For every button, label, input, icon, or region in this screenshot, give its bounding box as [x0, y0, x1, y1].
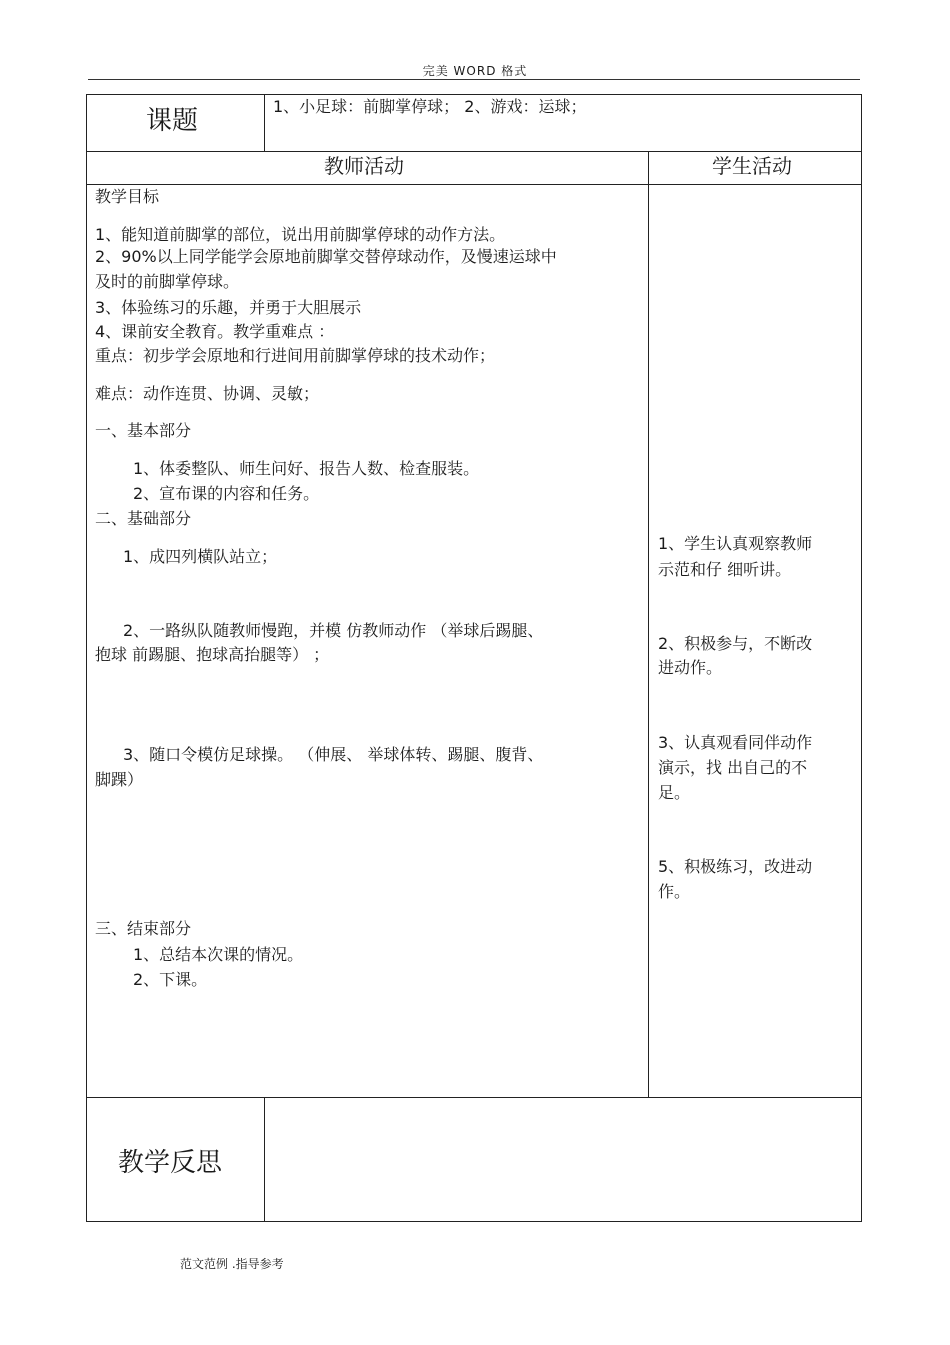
- page-header: 完美 WORD 格式: [422, 64, 528, 78]
- subject-content: 1、小足球：前脚掌停球； 2、游戏：运球；: [273, 97, 587, 116]
- teacher-column-header: 教师活动: [324, 154, 404, 178]
- section-item: 2、宣布课的内容和任务。: [133, 484, 320, 503]
- col-divider-activities: [648, 151, 649, 1097]
- student-activity-line: 1、学生认真观察教师: [658, 534, 813, 553]
- goal-line: 1、能知道前脚掌的部位，说出用前脚掌停球的动作方法。: [95, 225, 506, 244]
- section-item: 2、一路纵队随教师慢跑，并模 仿教师动作 （举球后踢腿、: [123, 621, 544, 640]
- difficult-point: 难点：动作连贯、协调、灵敏；: [95, 384, 320, 403]
- header-rule: [88, 79, 860, 80]
- page-footer: 范文范例 .指导参考: [180, 1257, 284, 1271]
- student-activity-line: 足。: [658, 783, 691, 802]
- goal-line: 2、90%以上同学能学会原地前脚掌交替停球动作，及慢速运球中: [95, 247, 557, 266]
- student-activity-line: 示范和仔 细听讲。: [658, 560, 792, 579]
- section-heading: 一、基本部分: [95, 421, 192, 440]
- key-point: 重点：初步学会原地和行进间用前脚掌停球的技术动作；: [95, 346, 496, 365]
- section-item: 1、总结本次课的情况。: [133, 945, 304, 964]
- student-activity-line: 作。: [658, 882, 691, 901]
- section-heading: 三、结束部分: [95, 919, 192, 938]
- student-activity-line: 5、积极练习，改进动: [658, 857, 813, 876]
- section-item: 2、下课。: [133, 970, 208, 989]
- section-item: 3、随口令模仿足球操。 （伸展、 举球体转、踢腿、腹背、: [123, 745, 544, 764]
- section-item: 1、成四列横队站立；: [123, 547, 278, 566]
- section-item: 脚踝）: [95, 770, 144, 789]
- section-heading: 二、基础部分: [95, 509, 192, 528]
- goal-title: 教学目标: [95, 187, 160, 206]
- goal-line: 3、体验练习的乐趣，并勇于大胆展示: [95, 298, 362, 317]
- student-column-header: 学生活动: [712, 154, 792, 178]
- col-divider-subject: [264, 94, 265, 151]
- reflection-label: 教学反思: [118, 1148, 223, 1178]
- row-divider-subject: [86, 151, 862, 152]
- goal-line: 及时的前脚掌停球。: [95, 272, 240, 291]
- student-activity-line: 进动作。: [658, 658, 723, 677]
- section-item: 抱球 前踢腿、抱球高抬腿等） ；: [95, 645, 330, 664]
- goal-line: 4、课前安全教育。教学重难点 ：: [95, 322, 335, 341]
- student-activity-line: 演示，找 出自己的不: [658, 758, 808, 777]
- section-item: 1、体委整队、师生问好、报告人数、检查服装。: [133, 459, 480, 478]
- row-divider-columns: [86, 184, 862, 185]
- row-divider-reflection: [86, 1097, 862, 1098]
- student-activity-line: 3、认真观看同伴动作: [658, 733, 813, 752]
- student-activity-line: 2、积极参与，不断改: [658, 634, 813, 653]
- subject-label: 课题: [146, 106, 199, 136]
- col-divider-reflection: [264, 1097, 265, 1222]
